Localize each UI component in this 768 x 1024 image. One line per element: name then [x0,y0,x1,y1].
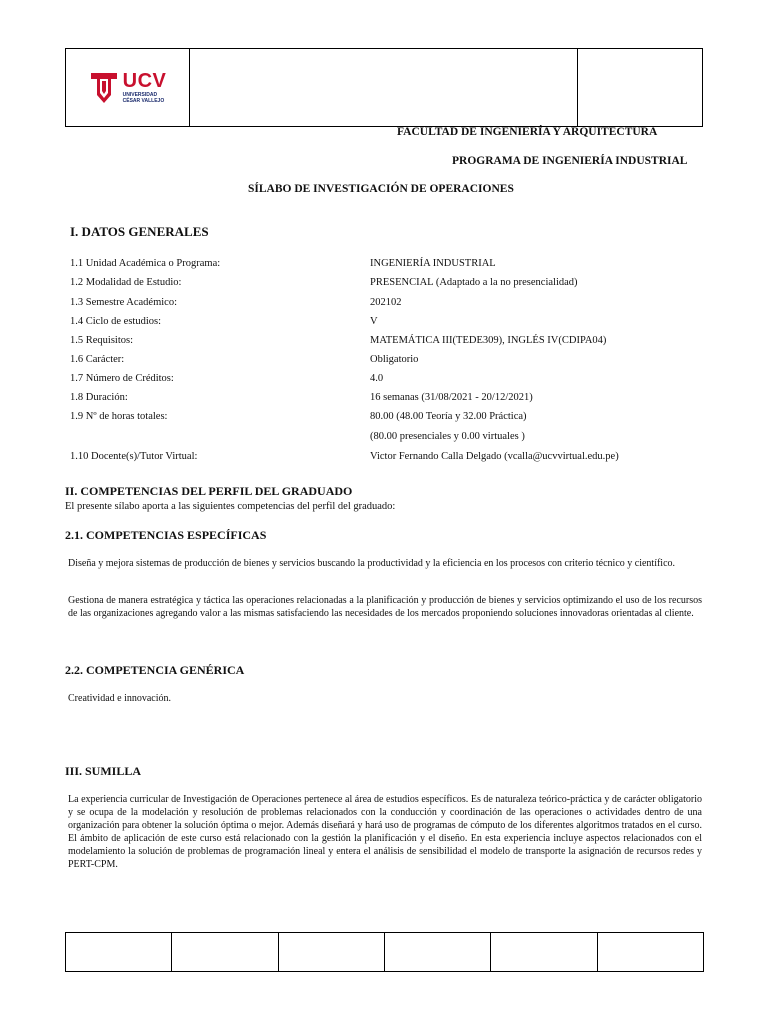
footer-table [65,932,704,972]
dg-value: 202102 [370,297,402,308]
dg-label: 1.5 Requisitos: [70,335,134,346]
sumilla-title: III. SUMILLA [65,764,142,778]
header-middle-cell [190,49,578,126]
logo-cell [66,49,190,126]
dg-label: 1.2 Modalidad de Estudio: [70,277,182,288]
ucv-shield-icon [89,71,119,105]
footer-cell [172,933,278,971]
ucv-logo [89,71,167,105]
competencias-title: II. COMPETENCIAS DEL PERFIL DEL GRADUADO [65,484,353,498]
especificas-paragraph-1: Diseña y mejora sistemas de producción de bienes y servicios buscando la productividad y la eficiencia en los procesos con criterio técnico y científico. [68,558,676,569]
program-title: PROGRAMA DE INGENIERÍA INDUSTRIAL [452,155,688,167]
dg-value: MATEMÁTICA III(TEDE309), INGLÉS IV(CDIPA04) [370,335,607,346]
faculty-title: FACULTAD DE INGENIERÍA Y ARQUITECTURA [397,126,658,138]
footer-cell [598,933,703,971]
dg-label: 1.4 Ciclo de estudios: [70,316,161,327]
datos-generales-title: I. DATOS GENERALES [70,224,209,239]
syllabus-title: SÍLABO DE INVESTIGACIÓN DE OPERACIONES [248,183,514,195]
logo-subtitle-1: UNIVERSIDAD [122,92,158,98]
logo-subtitle-2: CÉSAR VALLEJO [122,98,165,104]
footer-cell [66,933,172,971]
generica-paragraph: Creatividad e innovación. [68,693,172,704]
sumilla-paragraph: La experiencia curricular de Investigación de Operaciones pertenece al área de estudios específicos. Es de naturaleza teórico-práctica y de carácter obligatorio y se ocupa de la modelación y resolución de problemas relacionados con la conducción y coordinación de las operaciones o actividades dentro de una organización para obtener la solución óptima o mejor. Además diseñará y hará uso de programas de cómputo de los diferentes algoritmos tratados en el curso. El ámbito de aplicación de este curso está relacionado con la gestión la planificación y el diseño. En esta experiencia incluye aspectos relacionados con el modelamiento la solución de problemas de programación lineal y entera el análisis de sensibilidad el modelo de transporte la asignación de recursos redes y PERT-CPM. [68,794,702,870]
footer-cell [491,933,597,971]
header-right-cell [578,49,702,126]
dg-value: 4.0 [370,373,384,384]
dg-value: Victor Fernando Calla Delgado (vcalla@ucvvirtual.edu.pe) [370,451,619,462]
dg-value: 16 semanas (31/08/2021 - 20/12/2021) [370,392,533,403]
especificas-title: 2.1. COMPETENCIAS ESPECÍFICAS [65,528,267,542]
dg-value: (80.00 presenciales y 0.00 virtuales ) [370,431,525,442]
footer-cell [279,933,385,971]
dg-label: 1.7 Número de Créditos: [70,373,174,384]
dg-label: 1.1 Unidad Académica o Programa: [70,258,221,269]
dg-label: 1.9 Nº de horas totales: [70,411,168,422]
dg-label: 1.8 Duración: [70,392,128,403]
competencias-intro: El presente sílabo aporta a las siguientes competencias del perfil del graduado: [65,501,396,512]
dg-value: PRESENCIAL (Adaptado a la no presencialidad) [370,277,578,288]
dg-value: V [370,316,378,327]
dg-label: 1.10 Docente(s)/Tutor Virtual: [70,451,198,462]
dg-value: 80.00 (48.00 Teoría y 32.00 Práctica) [370,411,527,422]
logo-title: UCV [122,70,167,92]
generica-title: 2.2. COMPETENCIA GENÉRICA [65,663,245,677]
dg-value: INGENIERÍA INDUSTRIAL [370,258,496,269]
dg-label: 1.3 Semestre Académico: [70,297,178,308]
dg-value: Obligatorio [370,354,419,365]
especificas-paragraph-2: Gestiona de manera estratégica y táctica las operaciones relacionadas a la planificación y producción de bienes y servicios optimizando el uso de los recursos de las organizaciones agregando valor a las mismas satisfaciendo las necesidades de los mercados proponiendo soluciones innovadoras orientadas al cliente. [68,595,702,619]
header-table [65,48,703,127]
footer-cell [385,933,491,971]
dg-label: 1.6 Carácter: [70,354,125,365]
